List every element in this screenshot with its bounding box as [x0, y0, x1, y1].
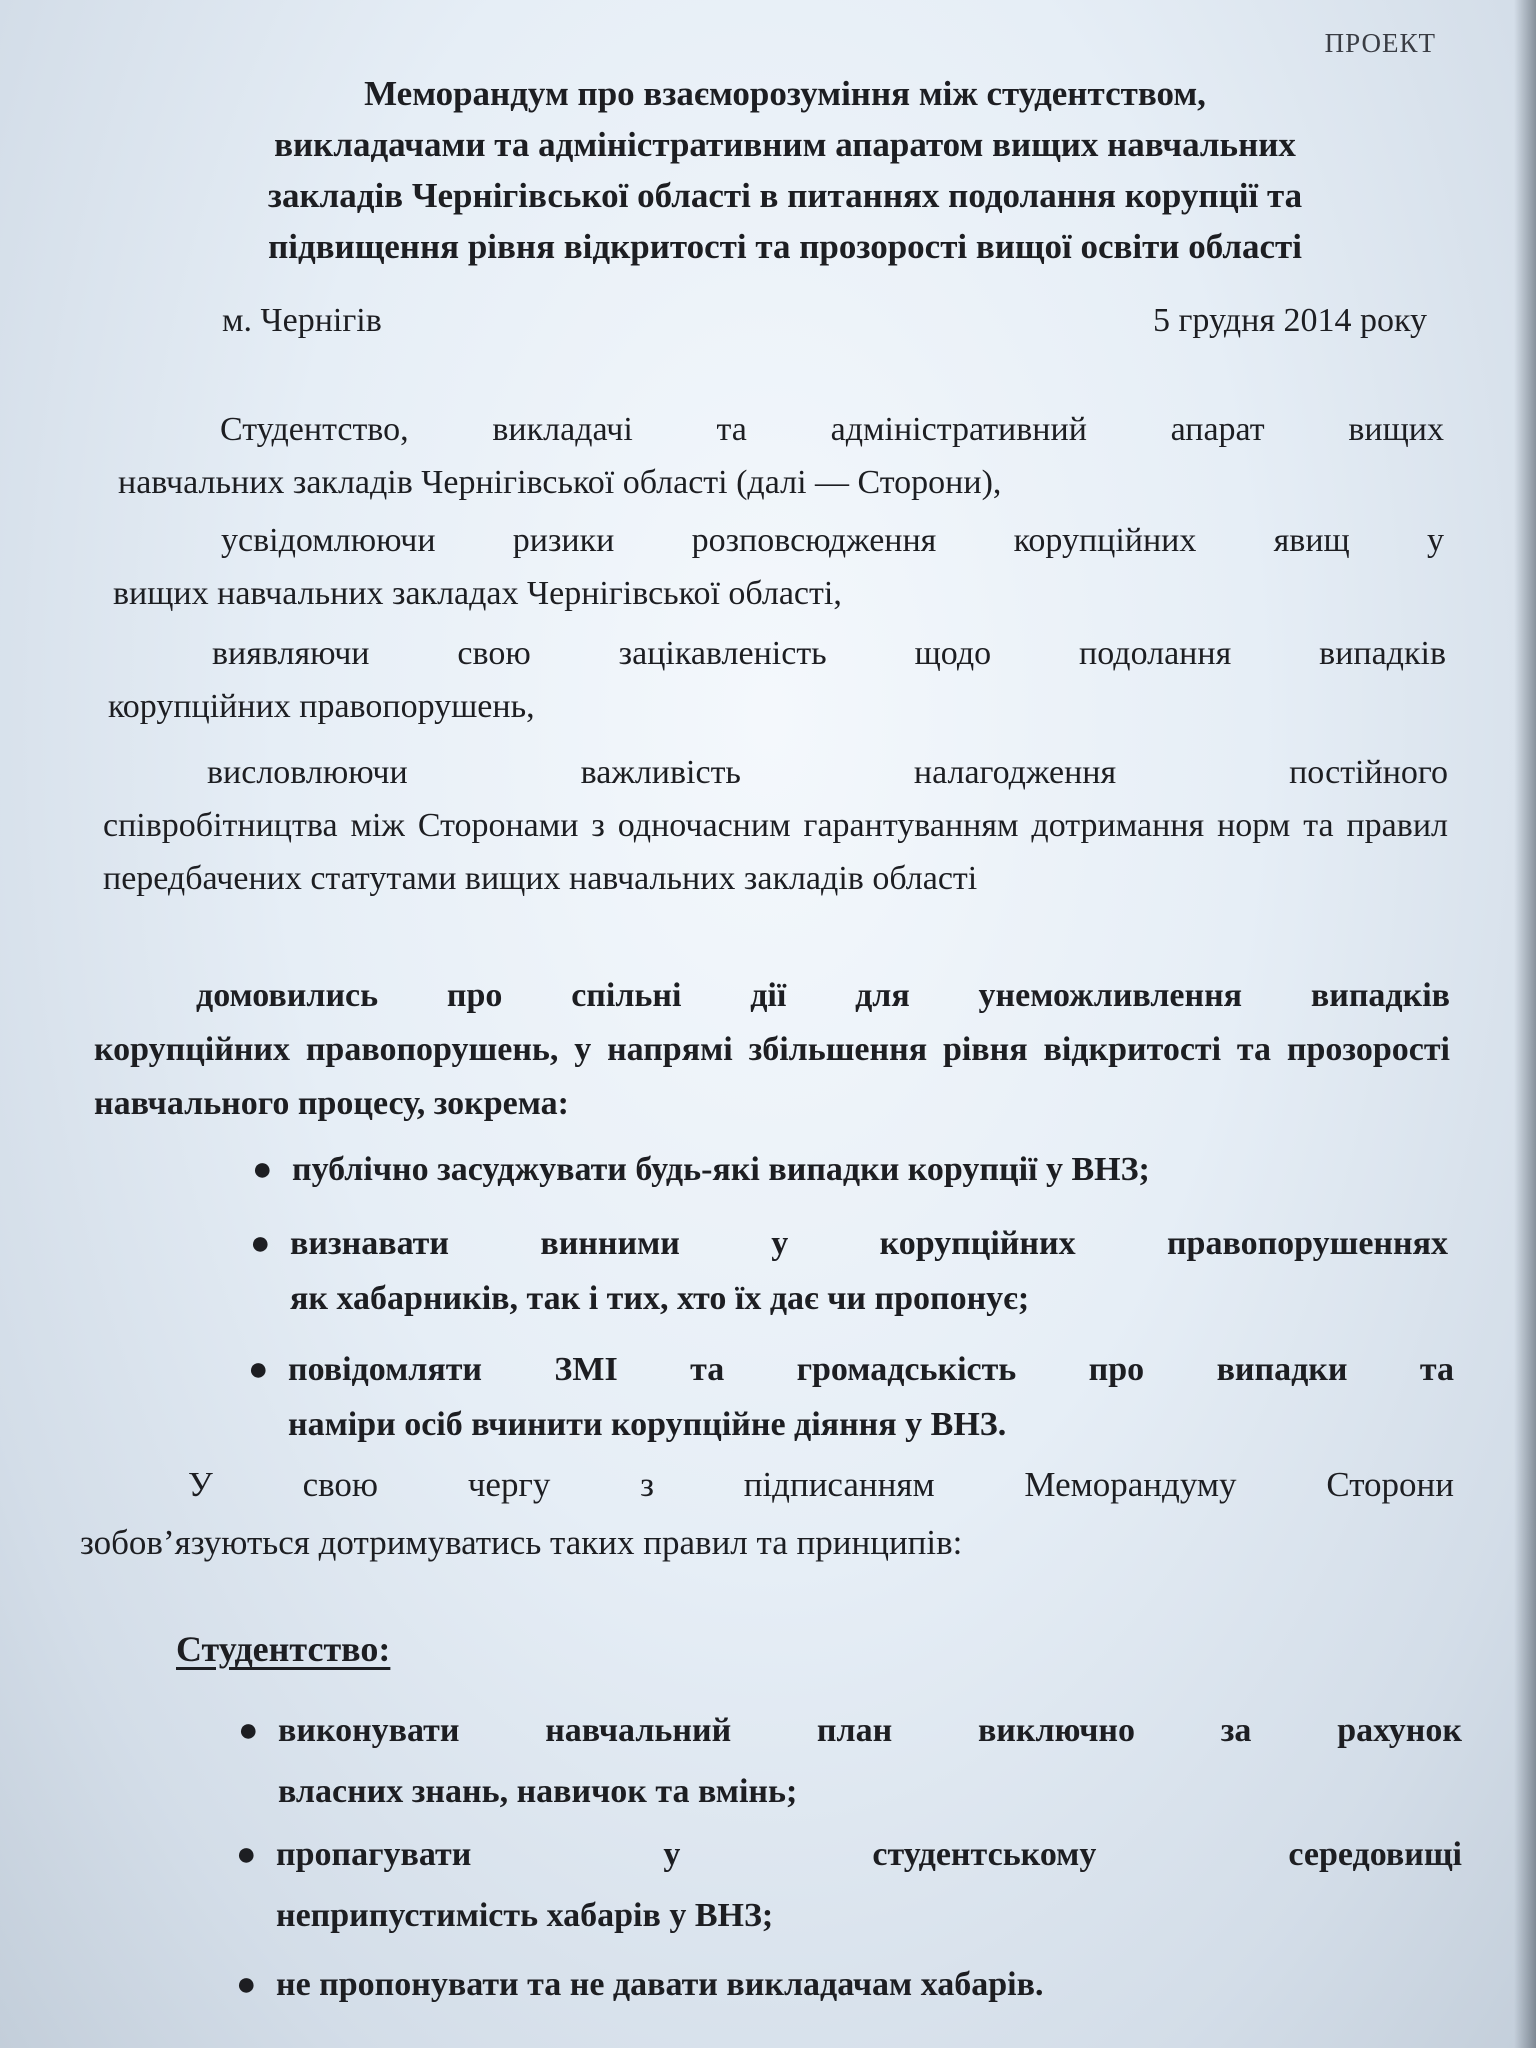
title-line: закладів Чернігівської області в питаннях подолання корупції та	[267, 176, 1303, 215]
agreement-paragraph	[94, 969, 1450, 1131]
bullet-icon: ●	[238, 1712, 259, 1749]
list-item-text: визнавати винними у корупційних правопорушеннях	[290, 1225, 1448, 1262]
list-item-text: як хабарників, так і тих, хто їх дає чи пропонує;	[290, 1280, 1030, 1317]
paragraph-first-line: У свою чергу з підписанням Меморандуму Сторони	[188, 1465, 1454, 1504]
title-line: викладачами та адміністративним апаратом вищих навчальних	[274, 125, 1296, 164]
students-list-item	[236, 1957, 1462, 2012]
paragraph-first-line: Студентство, викладачі та адміністративний апарат вищих	[220, 411, 1444, 448]
paragraph-first-line: виявляючи свою зацікавленість щодо подолання випадків	[212, 635, 1446, 672]
title-line: Меморандум про взаєморозуміння між студентством,	[364, 74, 1206, 113]
list-item-text: не пропонувати та не давати викладачам хабарів.	[276, 1966, 1044, 2003]
students-heading: Студентство:	[176, 1629, 391, 1669]
paragraph-rest: корупційних правопорушень, у напрямі збільшення рівня відкритості та прозорості навчального процесу, зокрема:	[94, 1031, 1450, 1122]
paragraph-rest: вищих навчальних закладах Чернігівської області,	[113, 575, 842, 612]
list-item-text: публічно засуджувати будь-які випадки корупції у ВНЗ;	[292, 1151, 1150, 1188]
project-mark: ПРОЕКТ	[1324, 28, 1436, 58]
list-item-text: власних знань, навичок та вмінь;	[278, 1773, 798, 1810]
preamble-paragraph	[108, 627, 1446, 733]
list-item-text: повідомляти ЗМІ та громадськість про випадки та	[288, 1351, 1454, 1388]
list-item-text: наміри осіб вчинити корупційне діяння у ВНЗ.	[288, 1406, 1007, 1443]
obligations-paragraph	[80, 1456, 1454, 1572]
memorandum-title	[140, 68, 1430, 272]
paragraph-rest: корупційних правопорушень,	[108, 688, 535, 725]
list-item-text: пропагувати у студентському середовищі	[276, 1836, 1462, 1873]
agreement-list-item	[250, 1216, 1448, 1326]
place-date-row	[222, 302, 1427, 340]
paragraph-first-line: висловлюючи важливість налагодження постійного	[207, 754, 1448, 791]
students-list-item	[236, 1824, 1462, 1946]
preamble-paragraph	[118, 403, 1444, 509]
paragraph-rest: співробітництва між Сторонами з одночасним гарантуванням дотримання норм та правил передбачених статутами вищих навчальних закладів області	[103, 807, 1448, 897]
preamble-paragraph	[113, 514, 1444, 620]
title-line: підвищення рівня відкритості та прозорості вищої освіти області	[268, 227, 1302, 266]
bullet-icon: ●	[236, 1966, 257, 2003]
list-item-text: виконувати навчальний план виключно за рахунок	[278, 1712, 1462, 1749]
paragraph-first-line: усвідомлюючи ризики розповсюдження корупційних явищ у	[221, 522, 1444, 559]
bullet-icon: ●	[236, 1836, 257, 1873]
bullet-icon: ●	[252, 1151, 273, 1188]
preamble-paragraph	[103, 746, 1448, 905]
paragraph-first-line: домовились про спільні дії для унеможливлення випадків	[196, 977, 1450, 1014]
bullet-icon: ●	[248, 1351, 269, 1388]
paragraph-rest: зобов’язуються дотримуватись таких правил та принципів:	[80, 1523, 963, 1562]
list-item-text: неприпустимість хабарів у ВНЗ;	[276, 1897, 774, 1934]
date: 5 грудня 2014 року	[1152, 302, 1427, 339]
agreement-list-item	[248, 1342, 1454, 1452]
bullet-icon: ●	[250, 1225, 271, 1262]
students-list-item	[238, 1700, 1462, 1822]
paragraph-rest: навчальних закладів Чернігівської області (далі — Сторони),	[118, 464, 1002, 501]
place: м. Чернігів	[222, 302, 382, 339]
agreement-list-item	[252, 1142, 1442, 1197]
